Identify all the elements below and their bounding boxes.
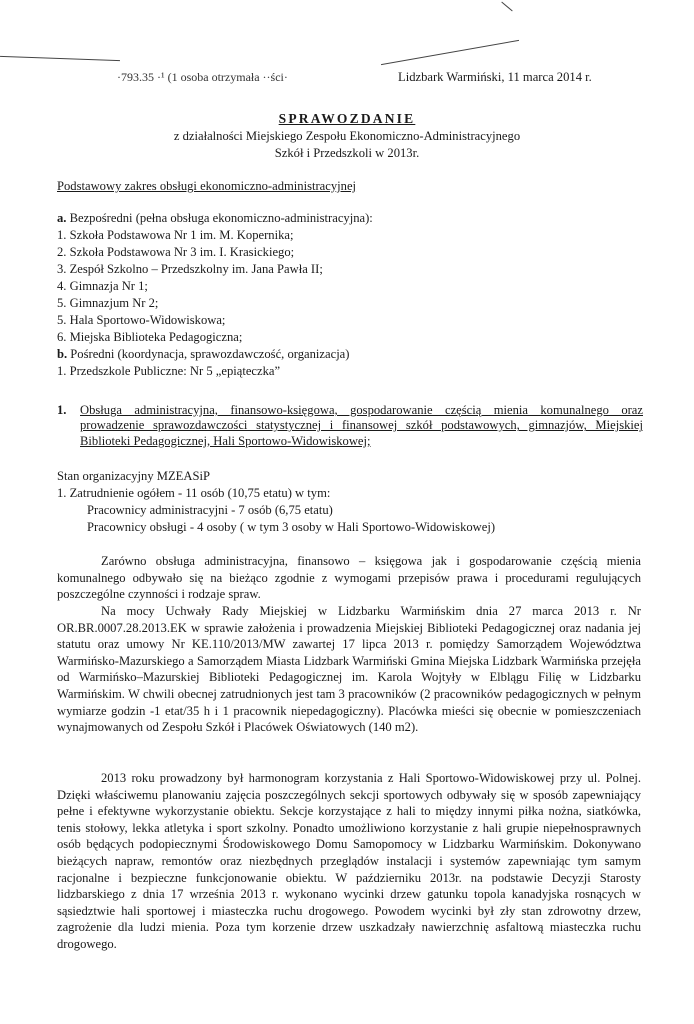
list-item: 6. Miejska Biblioteka Pedagogiczna; bbox=[57, 330, 243, 344]
org-heading: Stan organizacyjny MZEASiP bbox=[57, 469, 210, 483]
list-item: 2. Szkoła Podstawowa Nr 3 im. I. Krasickiego; bbox=[57, 245, 295, 259]
list-item: 5. Hala Sportowo-Widowiskowa; bbox=[57, 313, 226, 327]
document-subtitle-line-1: z działalności Miejskiego Zespołu Ekonomiczno-Administracyjnego bbox=[173, 129, 521, 143]
service-staff: Pracownicy obsługi - 4 osoby ( w tym 3 osoby w Hali Sportowo-Widowiskowej) bbox=[87, 520, 496, 534]
scan-artifact-line bbox=[0, 56, 120, 61]
section-1-heading: Obsługa administracyjna, finansowo-księgowa, gospodarowanie częścią mienia komunalnego oraz prowadzenie sprawozdawczości statystycznej i finansowej szkół podstawowych, gimnazjów, Miejskiej Biblioteki Pedagogicznej, Hali Sportowo-Widowiskowej; bbox=[80, 403, 643, 448]
list-item: 3. Zespół Szkolno – Przedszkolny im. Jana Pawła II; bbox=[57, 262, 323, 276]
paragraph: 2013 roku prowadzony był harmonogram korzystania z Hali Sportowo-Widowiskowej przy ul. Polnej. Dzięki właściwemu planowaniu zajęcia poszczególnych sekcji sportowych odbywały się w sposób zapewniający pełne i efektywne wykorzystanie obiektu. Sekcje korzystające z hali to między innymi piłka nożna, siatkówka, tenis stołowy, lekka atletyka i sport szkolny. Ponadto umożliwiono korzystanie z hali grupie niepełnosprawnych osób będących podopiecznymi Środowiskowego Domu Samopomocy w Lidzbarku Warmińskim. Dokonywano bieżących napraw, remontów oraz niezbędnych przeglądów instalacji i systemów zapewniając tym samym racjonalne i bezpieczne funkcjonowanie obiektu. W październiku 2013r. na podstawie Decyzji Starosty lidzbarskiego z dnia 17 września 2013 r. wykonano wycinki drzew gatunku topola kanadyjska rosnących w sąsiedztwie hali sportowej i miasteczka ruchu drogowego. Powodem wycinki był zły stan zdrowotny drzew, zagrożenie dla ludzi mienia. Poza tym korzenie drzew uszkadzały nawierzchnię asfaltową miasteczka ruchu drogowego. bbox=[57, 771, 641, 951]
handwritten-registration-note: ·793.35 ·¹ (1 osoba otrzymała ··ści· bbox=[117, 70, 288, 84]
scan-artifact-line bbox=[381, 40, 519, 65]
document-subtitle-line-2: Szkół i Przedszkoli w 2013r. bbox=[274, 146, 420, 160]
indirect-label: Pośredni (koordynacja, sprawozdawczość, organizacja) bbox=[67, 347, 350, 361]
scan-artifact-line bbox=[501, 2, 512, 12]
direct-service-heading bbox=[57, 210, 373, 226]
direct-letter: a. bbox=[57, 211, 67, 225]
scope-heading: Podstawowy zakres obsługi ekonomiczno-administracyjnej bbox=[57, 179, 357, 193]
paragraph: Zarówno obsługa administracyjna, finansowo – księgowa jak i gospodarowanie częścią mienia komunalnego odbywało się na bieżąco zgodnie z wymogami przepisów prawa i procedurami regulujących poszczególne czynności i rodzaje spraw. bbox=[57, 554, 641, 602]
indirect-letter: b. bbox=[57, 347, 68, 361]
list-item: 4. Gimnazja Nr 1; bbox=[57, 279, 148, 293]
list-item: 5. Gimnazjum Nr 2; bbox=[57, 296, 159, 310]
employment-total: 1. Zatrudnienie ogółem - 11 osób (10,75 etatu) w tym: bbox=[57, 486, 331, 500]
direct-label: Bezpośredni (pełna obsługa ekonomiczno-administracyjna): bbox=[66, 211, 373, 225]
paragraph: Na mocy Uchwały Rady Miejskiej w Lidzbarku Warmińskim dnia 27 marca 2013 r. Nr OR.BR.0007.28.2013.EK w sprawie założenia i prowadzenia Miejskiej Biblioteki Pedagogicznej oraz nadania jej statutu oraz umowy Nr KE.110/2013/MW zawartej 17 lipca 2013 r. pomiędzy Samorządem Województwa Warmińsko-Mazurskiego a Samorządem Miasta Lidzbark Warmiński Gmina Miejska Lidzbark Warmińska przejęła od Warmińsko–Mazurskiej Biblioteki Pedagogicznej im. Karola Wojtyły w Elblągu Filię w Lidzbarku Warmińskim. W chwili obecnej zatrudnionych jest tam 3 pracowników (2 pracowników pedagogicznych w pełnym wymiarze godzin -1 etat/35 h i 1 pracownik niepedagogiczny). Placówka mieści się obecnie w pomieszczeniach wynajmowanych od Zespołu Szkół i Placówek Oświatowych (140 m2). bbox=[57, 604, 641, 735]
indirect-service-heading bbox=[57, 346, 349, 362]
section-number: 1. bbox=[57, 403, 67, 417]
list-item: 1. Szkoła Podstawowa Nr 1 im. M. Kopernika; bbox=[57, 228, 294, 242]
list-item: 1. Przedszkole Publiczne: Nr 5 „epiąteczka” bbox=[57, 364, 281, 378]
place-and-date: Lidzbark Warmiński, 11 marca 2014 r. bbox=[398, 70, 592, 84]
admin-staff: Pracownicy administracyjni - 7 osób (6,75 etatu) bbox=[87, 503, 333, 517]
document-title: SPRAWOZDANIE bbox=[278, 111, 416, 126]
